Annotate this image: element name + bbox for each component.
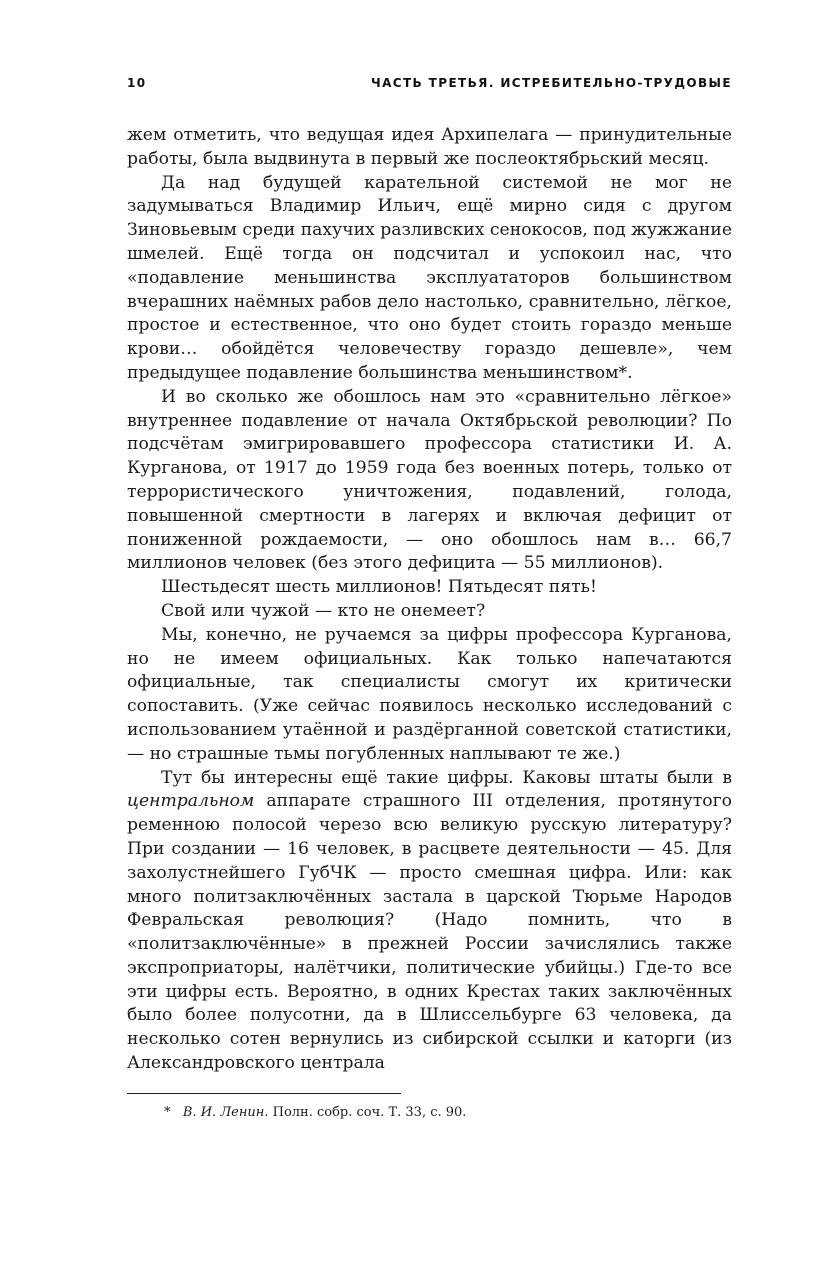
paragraph-6: Мы, конечно, не ручаемся за цифры профессора Курганова, но не имеем официальных. Как только напечатаются официальные, так специалисты смогут их критически сопоставить. (Уже сейчас появилось несколько исследований с использованием утаённой и раздёрганной советской статистики, — но страшные тьмы погубленных наплывают те же.) — [127, 624, 732, 764]
running-header — [127, 76, 732, 94]
page-number: 10 — [127, 76, 147, 90]
paragraph-7-emphasis: центральном — [127, 791, 255, 812]
footnote — [164, 1104, 466, 1122]
paragraph-7-start: Тут бы интересны ещё такие цифры. Каковы штаты были в — [161, 767, 732, 788]
paragraph-1: жем отметить, что ведущая идея Архипелага — принудительные работы, была выдвинута в первый же послеоктябрьский месяц. — [127, 125, 732, 169]
paragraph-7-end: аппарате страшного III отделения, протянутого ременною полосой черезо всю великую русскую литературу? При создании — 16 человек, в расцвете деятельности — 45. Для захолустнейшего ГубЧК — просто смешная цифра. Или: как много политзаключённых застала в царской Тюрьме Народов Февральская революция? (Надо помнить, что в «политзаключённые» в прежней России зачислялись также экспроприаторы, налётчики, политические убийцы.) Где-то все эти цифры есть. Вероятно, в одних Крестах таких заключённых было более полусотни, да в Шлиссельбурге 63 человека, да несколько сотен вернулись из сибирской ссылки и каторги (из Александровского централа — [127, 791, 732, 1074]
paragraph-3: И во сколько же обошлось нам это «сравнительно лёгкое» внутреннее подавление от начала Октябрьской революции? По подсчётам эмигрировавшего профессора статистики И. А. Курганова, от 1917 до 1959 года без военных потерь, только от террористического уничтожения, подавлений, голода, повышенной смертности в лагерях и включая дефицит от пониженной рождаемости, — оно обошлось нам в… 66,7 миллионов человек (без этого дефицита — 55 миллионов). — [127, 386, 732, 574]
footnote-divider — [127, 1093, 401, 1094]
paragraph-5: Свой или чужой — кто не онемеет? — [161, 600, 486, 621]
paragraph-7 — [127, 767, 732, 1076]
paragraph-4: Шестьдесят шесть миллионов! Пятьдесят пять! — [161, 577, 597, 598]
footnote-author: В. И. Ленин. — [182, 1105, 269, 1120]
footnote-marker: * — [164, 1105, 171, 1120]
paragraph-2: Да над будущей карательной системой не мог не задумываться Владимир Ильич, ещё мирно сидя с другом Зиновьевым среди пахучих разливских сенокосов, под жужжание шмелей. Ещё тогда он подсчитал и успокоил нас, что «подавление меньшинства эксплуататоров большинством вчерашних наёмных рабов дело настолько, сравнительно, лёгкое, простое и естественное, что оно будет стоить гораздо меньше крови… обойдётся человечеству гораздо дешевле», чем предыдущее подавление большинства меньшинством*. — [127, 172, 732, 383]
main-text — [127, 124, 732, 1076]
footnote-source: Полн. собр. соч. Т. 33, с. 90. — [268, 1105, 467, 1120]
running-title: ЧАСТЬ ТРЕТЬЯ. ИСТРЕБИТЕЛЬНО-ТРУДОВЫЕ — [370, 76, 732, 90]
